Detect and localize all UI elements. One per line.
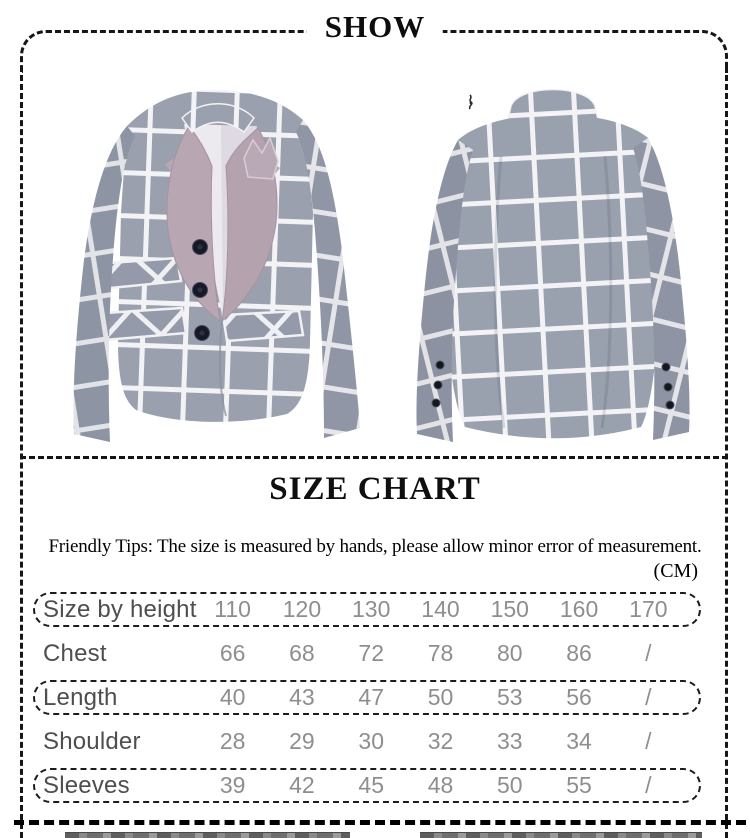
next-photo-strip-left [65,832,350,838]
jacket-front-photo [63,82,373,454]
size-chart-title: SIZE CHART [269,471,481,507]
cell: 30 [358,728,384,754]
row-label: Size by height [43,595,197,623]
table-row-length [33,680,701,715]
table-row-size-by-height [33,592,701,627]
cell: 140 [421,596,460,622]
row-label: Shoulder [43,727,141,755]
cell: 120 [282,596,322,622]
cell: 33 [496,728,523,754]
cell: 28 [219,728,246,754]
cell: 50 [496,772,523,798]
cell: 48 [427,772,454,798]
cell: 86 [566,640,592,666]
row-label: Sleeves [43,771,130,799]
next-photo-strip-right [420,832,702,838]
cell: 42 [289,772,315,798]
cell: 160 [559,596,599,622]
cell: 40 [219,684,246,710]
cell: 47 [358,684,384,710]
bottom-separator [14,820,746,825]
table-row-sleeves [33,768,701,803]
cell: 34 [566,728,592,754]
row-label: Chest [43,639,107,667]
cell: 29 [289,728,315,754]
cell: / [645,684,652,710]
cell: 170 [629,596,668,622]
cell: 32 [427,728,454,754]
back-body [446,114,659,438]
cell: / [645,640,652,666]
table-row-chest [33,636,701,671]
cell: 56 [566,684,592,710]
cell: 78 [427,640,454,666]
cell: 43 [289,684,315,710]
cell: 72 [358,640,384,666]
cell: 110 [214,596,251,622]
page-border-left [20,66,23,838]
cell: / [645,772,652,798]
unit-label: (CM) [653,560,698,582]
cell: 53 [496,684,523,710]
jacket-back-photo [398,76,708,461]
row-label: Length [43,683,118,711]
cell: 150 [490,596,529,622]
cell: 55 [566,772,592,798]
cell: 50 [427,684,454,710]
page-border-right [725,66,728,838]
table-row-shoulder [33,724,701,759]
cell: / [645,728,652,754]
cell: 80 [496,640,523,666]
cell: 68 [289,640,315,666]
cell: 39 [219,772,246,798]
friendly-tips: Friendly Tips: The size is measured by hands, please allow minor error of measurement. [48,536,702,557]
pocket-flap-right [223,311,303,341]
cell: 66 [219,640,246,666]
cell: 45 [358,772,384,798]
size-table [33,592,701,803]
show-section-title: SHOW [307,9,443,45]
cell: 130 [352,596,391,622]
